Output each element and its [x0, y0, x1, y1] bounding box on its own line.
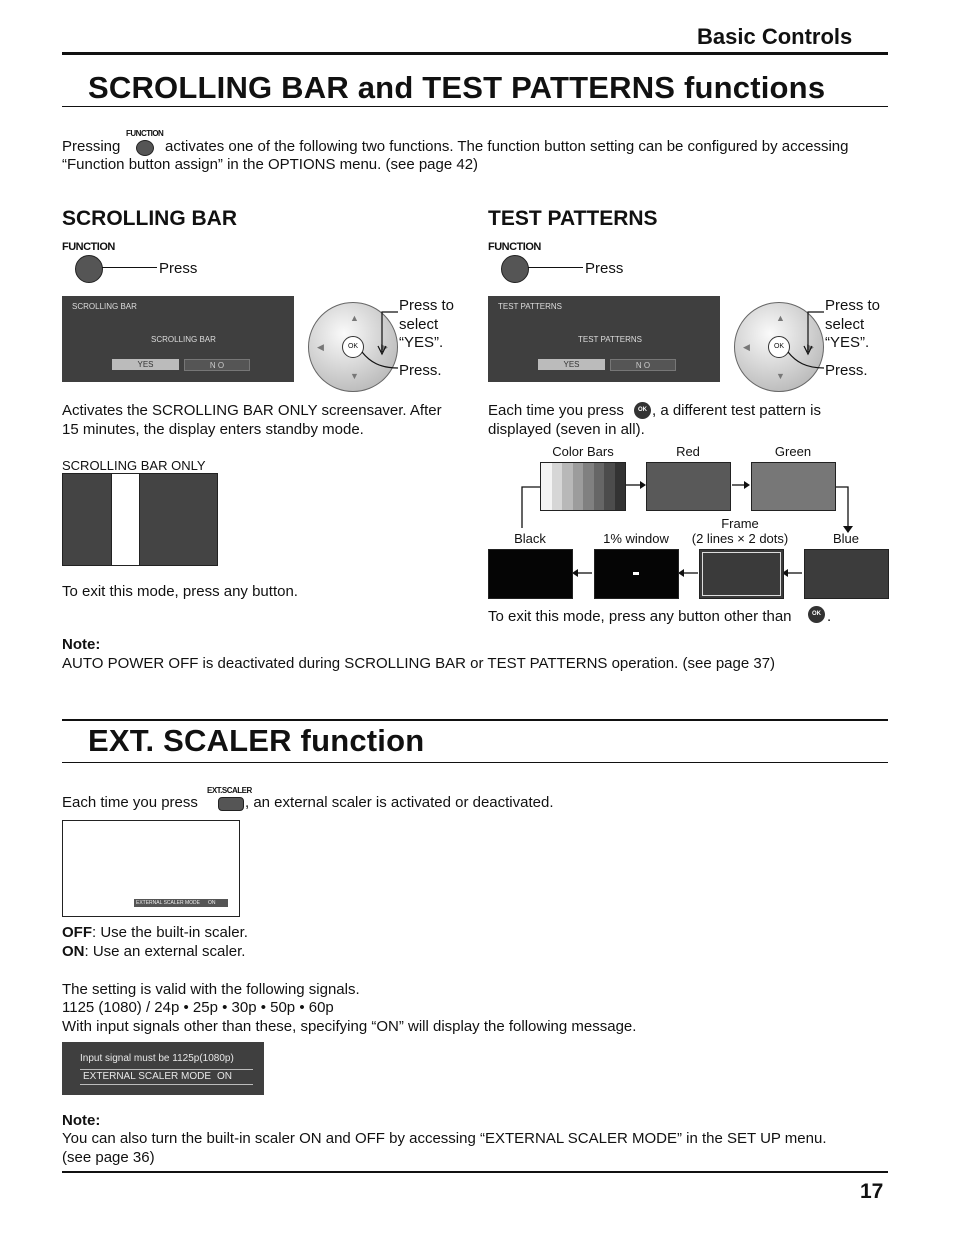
valid-line3: With input signals other than these, specifying “ON” will display the following message.	[62, 1018, 637, 1035]
left-arrow-icon: ◀	[743, 342, 750, 352]
msg-row	[80, 1069, 253, 1085]
up-arrow-icon: ▲	[350, 313, 359, 323]
frame-border	[702, 552, 781, 596]
msg-mode: EXTERNAL SCALER MODE	[83, 1071, 211, 1082]
msg-text: Input signal must be 1125p(1080p)	[80, 1053, 234, 1064]
ext-scaler-screen	[62, 820, 240, 917]
no-option: N O	[610, 359, 676, 371]
test-menu-screen	[488, 296, 720, 382]
press-line	[102, 267, 157, 268]
ok-button-icon: OK	[342, 336, 364, 358]
pattern-black	[488, 549, 573, 599]
select-line2: select	[399, 316, 439, 333]
label-color-bars: Color Bars	[552, 444, 614, 459]
on-label: ON	[62, 943, 85, 960]
header-rule	[62, 52, 888, 55]
screen-title: SCROLLING BAR	[72, 302, 137, 311]
down-arrow-icon: ▼	[350, 371, 359, 381]
osd-mode: EXTERNAL SCALER MODE	[136, 900, 200, 906]
intro-line2: “Function button assign” in the OPTIONS menu. (see page 42)	[62, 156, 479, 173]
ext-scaler-osd	[134, 899, 228, 907]
callout-lines	[766, 300, 826, 375]
press-ok: Press.	[399, 362, 442, 379]
screen-center: TEST PATTERNS	[578, 335, 643, 344]
function-button-icon	[136, 140, 154, 156]
down-arrow-icon: ▼	[776, 371, 785, 381]
ext-scaler-label: EXT.SCALER	[207, 786, 252, 795]
select-line1: Press to	[399, 297, 455, 314]
scrolling-desc-line1: Activates the SCROLLING BAR ONLY screensaver. After	[62, 402, 442, 419]
note2-line1: You can also turn the built-in scaler ON and OFF by accessing “EXTERNAL SCALER MODE” in the SET UP menu.	[62, 1130, 827, 1147]
select-line3: “YES”.	[399, 334, 444, 351]
ext-press-post: , an external scaler is activated or deactivated.	[245, 794, 554, 811]
scrolling-exit: To exit this mode, press any button.	[62, 583, 298, 600]
ok-button-icon: OK	[808, 606, 825, 623]
no-option: N O	[184, 359, 250, 371]
screen-center: SCROLLING BAR	[151, 335, 216, 344]
footer-rule	[62, 1171, 888, 1173]
right-arrow-icon: ▶	[381, 342, 388, 352]
label-frame-detail: (2 lines × 2 dots)	[691, 531, 789, 546]
osd-value: ON	[208, 900, 216, 906]
select-line1: Press to	[825, 297, 881, 314]
callout-lines	[340, 300, 400, 375]
press-line	[528, 267, 583, 268]
scrolling-caption: SCROLLING BAR ONLY	[62, 458, 206, 473]
on-text: : Use an external scaler.	[84, 943, 246, 960]
select-line2: select	[825, 316, 865, 333]
valid-line1: The setting is valid with the following signals.	[62, 981, 360, 998]
scrolling-press: Press	[159, 260, 198, 277]
intro-pre: Pressing	[62, 138, 121, 155]
scrolling-menu-screen	[62, 296, 294, 382]
off-label: OFF	[62, 924, 92, 941]
window-spot	[633, 572, 639, 575]
label-frame: Frame	[721, 516, 759, 531]
section2-rule	[62, 719, 888, 721]
test-function-label: FUNCTION	[488, 241, 541, 253]
right-arrow-icon: ▶	[807, 342, 814, 352]
page-number: 17	[860, 1180, 884, 1203]
pattern-frame	[699, 549, 784, 599]
section2-title: EXT. SCALER function	[88, 723, 425, 758]
function-button-icon	[501, 255, 529, 283]
ok-button-icon: OK	[768, 336, 790, 358]
test-desc-post: , a different test pattern is	[652, 402, 821, 419]
note2-line2: (see page 36)	[62, 1149, 155, 1166]
scrolling-desc-line2: 15 minutes, the display enters standby mode.	[62, 421, 364, 438]
intro-function-label: FUNCTION	[126, 129, 164, 138]
label-window: 1% window	[603, 531, 669, 546]
msg-value: ON	[217, 1071, 232, 1082]
ext-scaler-button-icon	[218, 797, 244, 811]
white-scrolling-bar	[111, 474, 140, 565]
section1-title: SCROLLING BAR and TEST PATTERNS functions	[88, 70, 826, 105]
note1-text: AUTO POWER OFF is deactivated during SCROLLING BAR or TEST PATTERNS operation. (see page 37)	[62, 655, 776, 672]
ext-message-screen	[62, 1042, 264, 1095]
pattern-window	[594, 549, 679, 599]
test-heading: TEST PATTERNS	[488, 207, 658, 230]
ok-button-icon: OK	[634, 402, 651, 419]
note2-label: Note:	[62, 1112, 101, 1129]
on-description	[62, 942, 245, 961]
label-green: Green	[774, 444, 812, 459]
title-underline	[62, 106, 888, 107]
test-press: Press	[585, 260, 624, 277]
label-black: Black	[514, 531, 546, 546]
note1-label: Note:	[62, 636, 101, 653]
yes-option: YES	[538, 359, 605, 370]
off-text: : Use the built-in scaler.	[92, 924, 248, 941]
ext-press-pre: Each time you press	[62, 794, 198, 811]
press-ok: Press.	[825, 362, 868, 379]
off-description	[62, 923, 248, 942]
function-button-icon	[75, 255, 103, 283]
test-exit-pre: To exit this mode, press any button other than	[488, 608, 792, 625]
select-line3: “YES”.	[825, 334, 870, 351]
label-blue: Blue	[832, 531, 860, 546]
section2-underline	[62, 762, 888, 763]
screen-title: TEST PATTERNS	[498, 302, 563, 311]
yes-option: YES	[112, 359, 179, 370]
test-desc-pre: Each time you press	[488, 402, 624, 419]
scrolling-heading: SCROLLING BAR	[62, 207, 237, 230]
pattern-blue	[804, 549, 889, 599]
scrolling-bar-screen	[62, 473, 218, 566]
test-desc-line2: displayed (seven in all).	[488, 421, 645, 438]
valid-line2: 1125 (1080) / 24p • 25p • 30p • 50p • 60p	[62, 999, 334, 1016]
intro-post: activates one of the following two functions. The function button setting can be configured by accessing	[165, 138, 849, 155]
left-arrow-icon: ◀	[317, 342, 324, 352]
scrolling-function-label: FUNCTION	[62, 241, 115, 253]
label-red: Red	[676, 444, 700, 459]
section-header: Basic Controls	[697, 24, 853, 49]
up-arrow-icon: ▲	[776, 313, 785, 323]
test-exit-post: .	[827, 608, 832, 625]
